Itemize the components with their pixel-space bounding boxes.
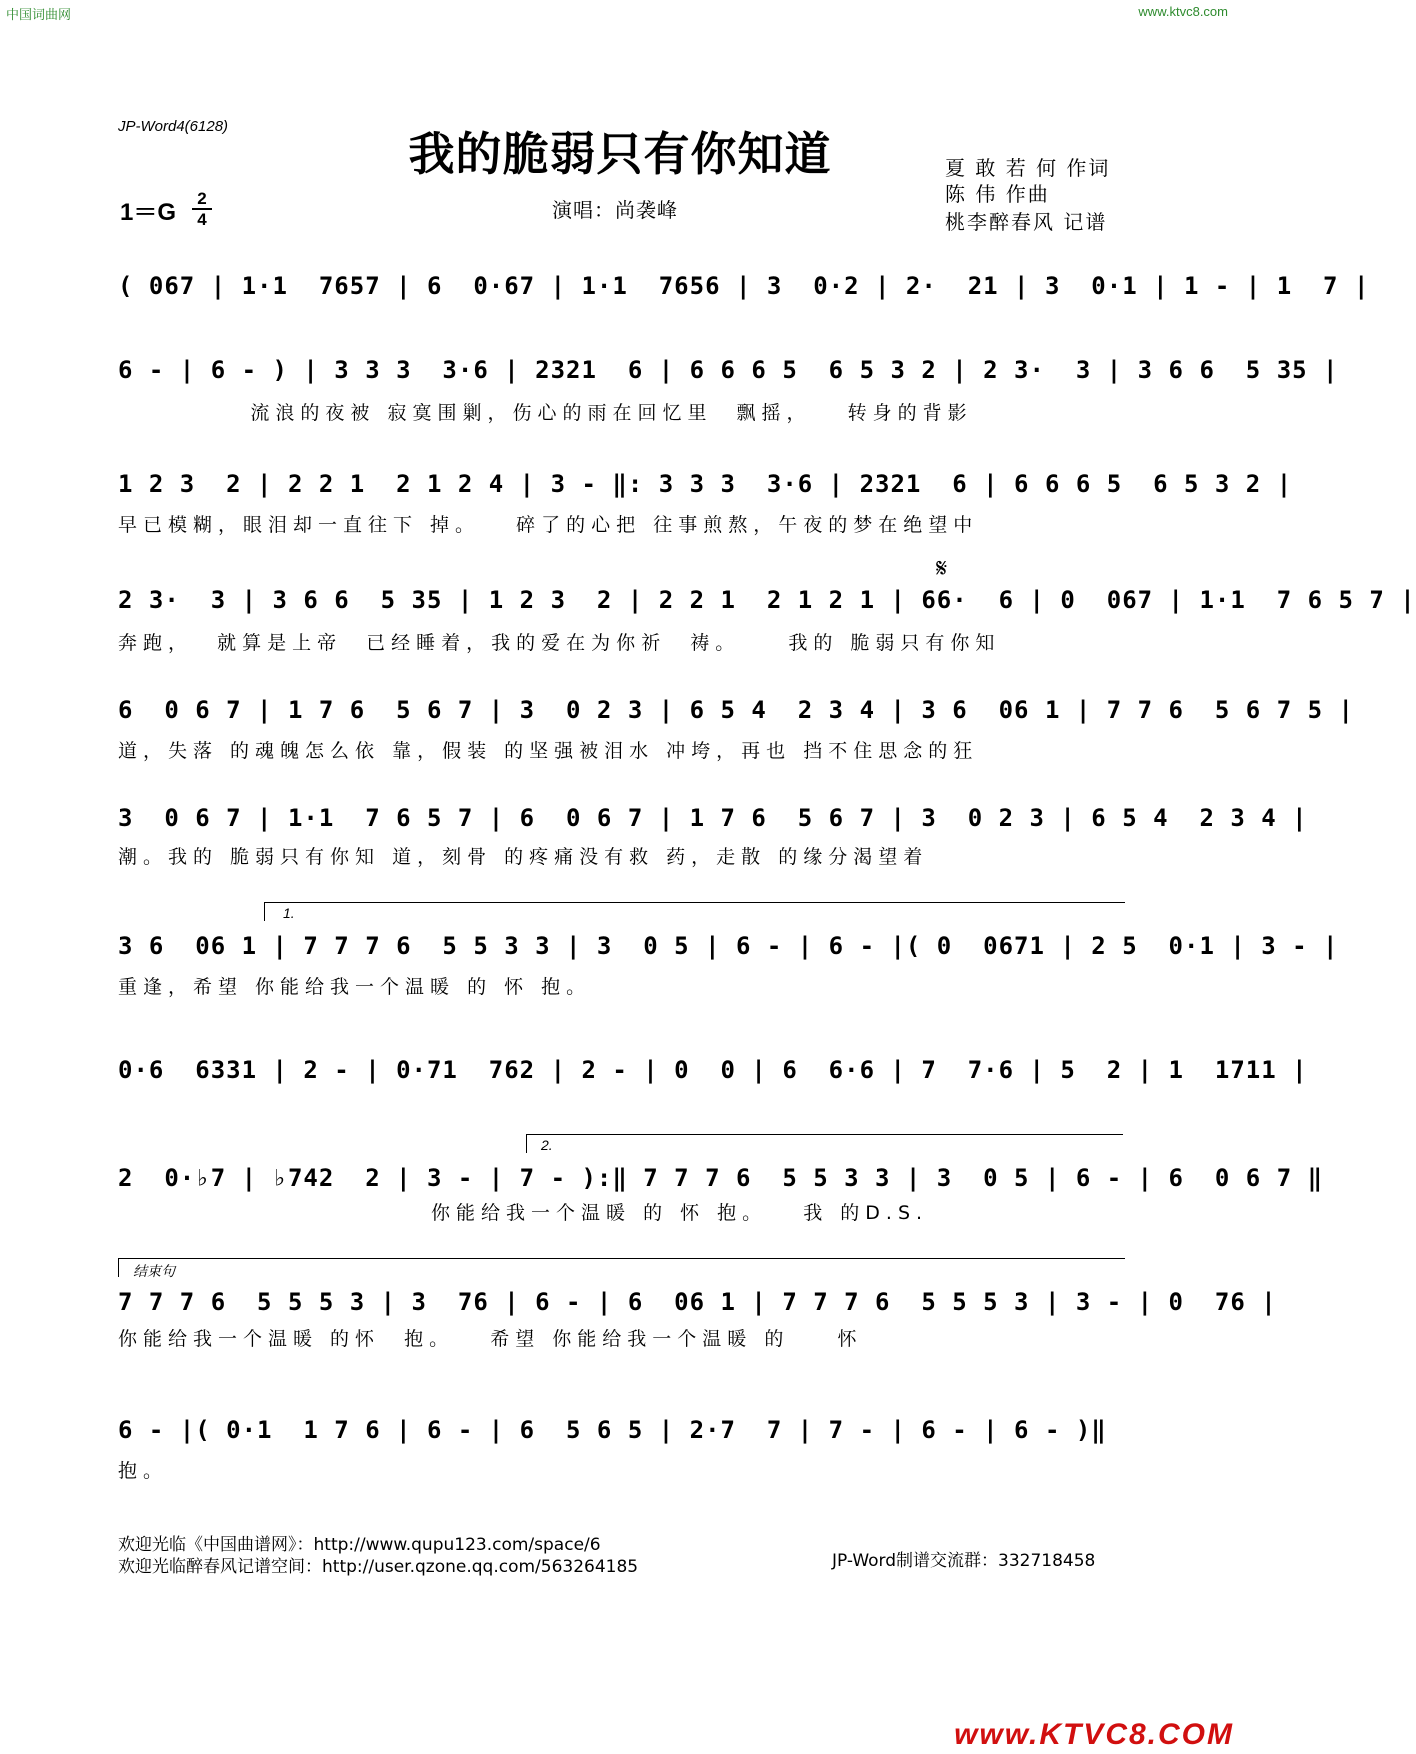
song-title: 我的脆弱只有你知道	[408, 127, 832, 181]
notation-line: 6 - |( 0·1 1 7 6 | 6 - | 6 5 6 5 | 2·7 7 | 7 - | 6 - | 6 - )‖	[118, 1416, 1107, 1444]
time-top: 2	[197, 189, 207, 208]
lyric-line: 流浪的夜被 寂寞围剿，伤心的雨在回忆里 飘摇， 转身的背影	[118, 402, 973, 424]
key-signature: 1＝G	[120, 199, 177, 226]
volta-2-bracket	[526, 1134, 1123, 1153]
lyric-line: 奔跑， 就算是上帝 已经睡着，我的爱在为你祈 祷。 我的 脆弱只有你知	[118, 632, 1001, 654]
notation-line: 3 6 06 1 | 7 7 7 6 5 5 3 3 | 3 0 5 | 6 - | 6 - |( 0 0671 | 2 5 0·1 | 3 - |	[118, 932, 1339, 960]
site-logo-left[interactable]: 中国词曲网	[6, 7, 72, 22]
footer-link-qupu[interactable]: 欢迎光临《中国曲谱网》：http://www.qupu123.com/space/6	[118, 1535, 601, 1555]
notation-line: 2 0·♭7 | ♭742 2 | 3 - | 7 - ):‖ 7 7 7 6 5 5 3 3 | 3 0 5 | 6 - | 6 0 6 7 ‖	[118, 1164, 1324, 1192]
lyric-line: 重逢，希望 你能给我一个温暖 的 怀 抱。	[118, 976, 592, 998]
time-signature	[192, 190, 212, 228]
composer-credit: 陈 伟 作曲	[945, 182, 1050, 206]
footer-qq-group: JP-Word制谱交流群：332718458	[832, 1551, 1096, 1571]
watermark-logo: www.KTVC8.COM	[954, 1718, 1234, 1751]
notation-line: 6 - | 6 - ) | 3 3 3 3·6 | 2321 6 | 6 6 6 5 6 5 3 2 | 2 3· 3 | 3 6 6 5 35 |	[118, 356, 1339, 384]
transcriber-credit: 桃李醉春风 记谱	[945, 210, 1108, 234]
notation-line: ( 067 | 1·1 7657 | 6 0·67 | 1·1 7656 | 3 0·2 | 2· 21 | 3 0·1 | 1 - | 1 7 |	[118, 272, 1370, 300]
time-bottom: 4	[197, 210, 207, 229]
notation-line: 3 0 6 7 | 1·1 7 6 5 7 | 6 0 6 7 | 1 7 6 5 6 7 | 3 0 2 3 | 6 5 4 2 3 4 |	[118, 804, 1308, 832]
lyric-line: 抱。	[118, 1460, 169, 1482]
notation-line: 6 0 6 7 | 1 7 6 5 6 7 | 3 0 2 3 | 6 5 4 2 3 4 | 3 6 06 1 | 7 7 6 5 6 7 5 |	[118, 696, 1354, 724]
software-version: JP-Word4(6128)	[118, 118, 229, 135]
footer-link-qzone[interactable]: 欢迎光临醉春风记谱空间：http://user.qzone.qq.com/563264185	[118, 1557, 639, 1577]
notation-line: 1 2 3 2 | 2 2 1 2 1 2 4 | 3 - ‖: 3 3 3 3·6 | 2321 6 | 6 6 6 5 6 5 3 2 |	[118, 470, 1293, 498]
notation-line: 7 7 7 6 5 5 5 3 | 3 76 | 6 - | 6 06 1 | 7 7 7 6 5 5 5 3 | 3 - | 0 76 |	[118, 1288, 1277, 1316]
volta-2-label: 2.	[541, 1137, 553, 1153]
lyric-line: 你能给我一个温暖 的 怀 抱。 我 的D.S.	[118, 1202, 929, 1224]
volta-1-bracket	[264, 902, 1125, 921]
singer-credit: 演唱：尚袭峰	[552, 198, 678, 222]
notation-line: 2 3· 3 | 3 6 6 5 35 | 1 2 3 2 | 2 2 1 2 1 2 1 | 66· 6 | 0 067 | 1·1 7 6 5 7 |	[118, 586, 1416, 614]
lyric-line: 潮。我的 脆弱只有你知 道，刻骨 的疼痛没有救 药，走散 的缘分渴望着	[118, 846, 929, 868]
lyric-line: 你能给我一个温暖 的怀 抱。 希望 你能给我一个温暖 的 怀	[118, 1328, 863, 1350]
notation-line: 0·6 6331 | 2 - | 0·71 762 | 2 - | 0 0 | 6 6·6 | 7 7·6 | 5 2 | 1 1711 |	[118, 1056, 1308, 1084]
ending-label: 结束句	[133, 1263, 175, 1279]
lyric-line: 早已模糊，眼泪却一直往下 掉。 碎了的心把 往事煎熬，午夜的梦在绝望中	[118, 514, 979, 536]
ending-bracket	[118, 1258, 1125, 1277]
site-url-right[interactable]: www.ktvc8.com	[1138, 4, 1228, 19]
volta-1-label: 1.	[283, 905, 295, 921]
lyric-line: 道，失落 的魂魄怎么依 靠，假装 的坚强被泪水 冲垮，再也 挡不住思念的狂	[118, 740, 979, 762]
segno-icon: 𝄋	[936, 554, 948, 584]
lyricist-credit: 夏 敢 若 何 作词	[945, 156, 1111, 180]
